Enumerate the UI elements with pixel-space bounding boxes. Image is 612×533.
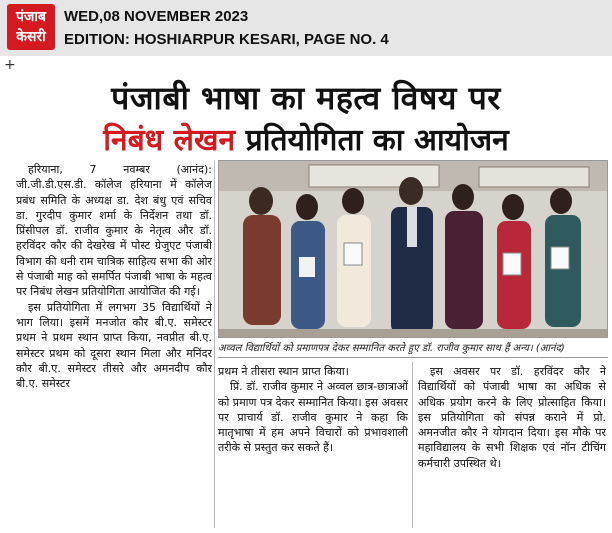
article-column-1 [16, 162, 212, 528]
edition-info: EDITION: HOSHIARPUR KESARI, PAGE NO. 4 [64, 31, 389, 48]
article-paragraph: प्रिं. डॉ. राजीव कुमार ने अव्वल छात्र-छात्राओं को प्रमाण पत्र देकर सम्मानित किया। इस अवसर पर प्राचार्य डॉ. राजीव कुमार ने कहा कि मातृभाषा में हम अपने विचारों को प्रभावशाली तरीके से प्रस्तुत कर सकते हैं। [218, 380, 408, 455]
newspaper-logo [7, 4, 55, 50]
article-column-2 [218, 364, 408, 528]
headline-rest-text: प्रतियोगिता का आयोजन [245, 123, 509, 158]
crosshair-icon: + [4, 57, 16, 73]
article-paragraph: इस अवसर पर डॉ. हरविंदर कौर ने विद्यार्थियों को पंजाबी भाषा का अधिक से अधिक प्रयोग करने के लिए प्रोत्साहित किया। इस प्रतियोगिता को संपन्न कराने में प्रो. अमनजीत कौर ने योगदान दिया। इस मौके पर महाविद्यालय के सभी शिक्षक एवं नॉन टीचिंग कर्मचारी उपस्थित थे। [418, 365, 606, 470]
edition-header [0, 0, 612, 56]
column-divider [412, 362, 413, 528]
photo-caption: अव्वल विद्यार्थियों को प्रमाणपत्र देकर सम्मानित करते हुए डॉ. राजीव कुमार साथ हैं अन्य। (आनंद) [218, 343, 565, 354]
logo-line2: केसरी [16, 29, 46, 45]
article-paragraph: इस प्रतियोगिता में लगभग 35 विद्यार्थियों ने भाग लिया। इसमें मनजोत कौर बी.ए. समेस्टर प्रथम ने प्रथम स्थान प्राप्त किया, नवप्रीत बी.ए. समेस्टर प्रथम को दूसरा स्थान मिला और मनिंदर कौर बी.ए. समेस्टर तीसरे और अमनदीप कौर बी.ए. समेस्टर [16, 300, 212, 391]
column-divider [214, 160, 215, 528]
headline-red-text: निबंध लेखन [103, 123, 236, 158]
news-photo [218, 160, 608, 338]
article-paragraph: प्रथम ने तीसरा स्थान प्राप्त किया। [218, 365, 349, 378]
logo-line1: पंजाब [16, 9, 46, 25]
article-column-3 [418, 364, 606, 528]
headline-line2 [0, 118, 612, 159]
article-paragraph: हरियाना, 7 नवम्बर (आनंद): जी.जी.डी.एस.डी. कॉलेज हरियाना में कॉलेज प्रबंध समिति के अध्यक्ष डा. देश बंधु एवं सचिव डा. गुरदीप कुमार शर्मा के निर्देशन तथा डॉ. प्रिंसीपल डॉ. राजीव कुमार के नेतृत्व और डॉ. हरविंदर कौर की देखरेख में पोस्ट ग्रेजुएट पंजाबी विभाग की धनी राम चात्रिक साहित्य सभा की ओर से पंजाबी माह को समर्पित पंजाबी भाषा के महत्व पर निबंध लेखन प्रतियोगिता आयोजित की गई। [16, 163, 212, 299]
caption-rule [218, 357, 608, 358]
headline-line1: पंजाबी भाषा का महत्व विषय पर [111, 79, 501, 117]
group-photo-illustration [219, 161, 607, 337]
dateline: WED,08 NOVEMBER 2023 [64, 8, 249, 25]
